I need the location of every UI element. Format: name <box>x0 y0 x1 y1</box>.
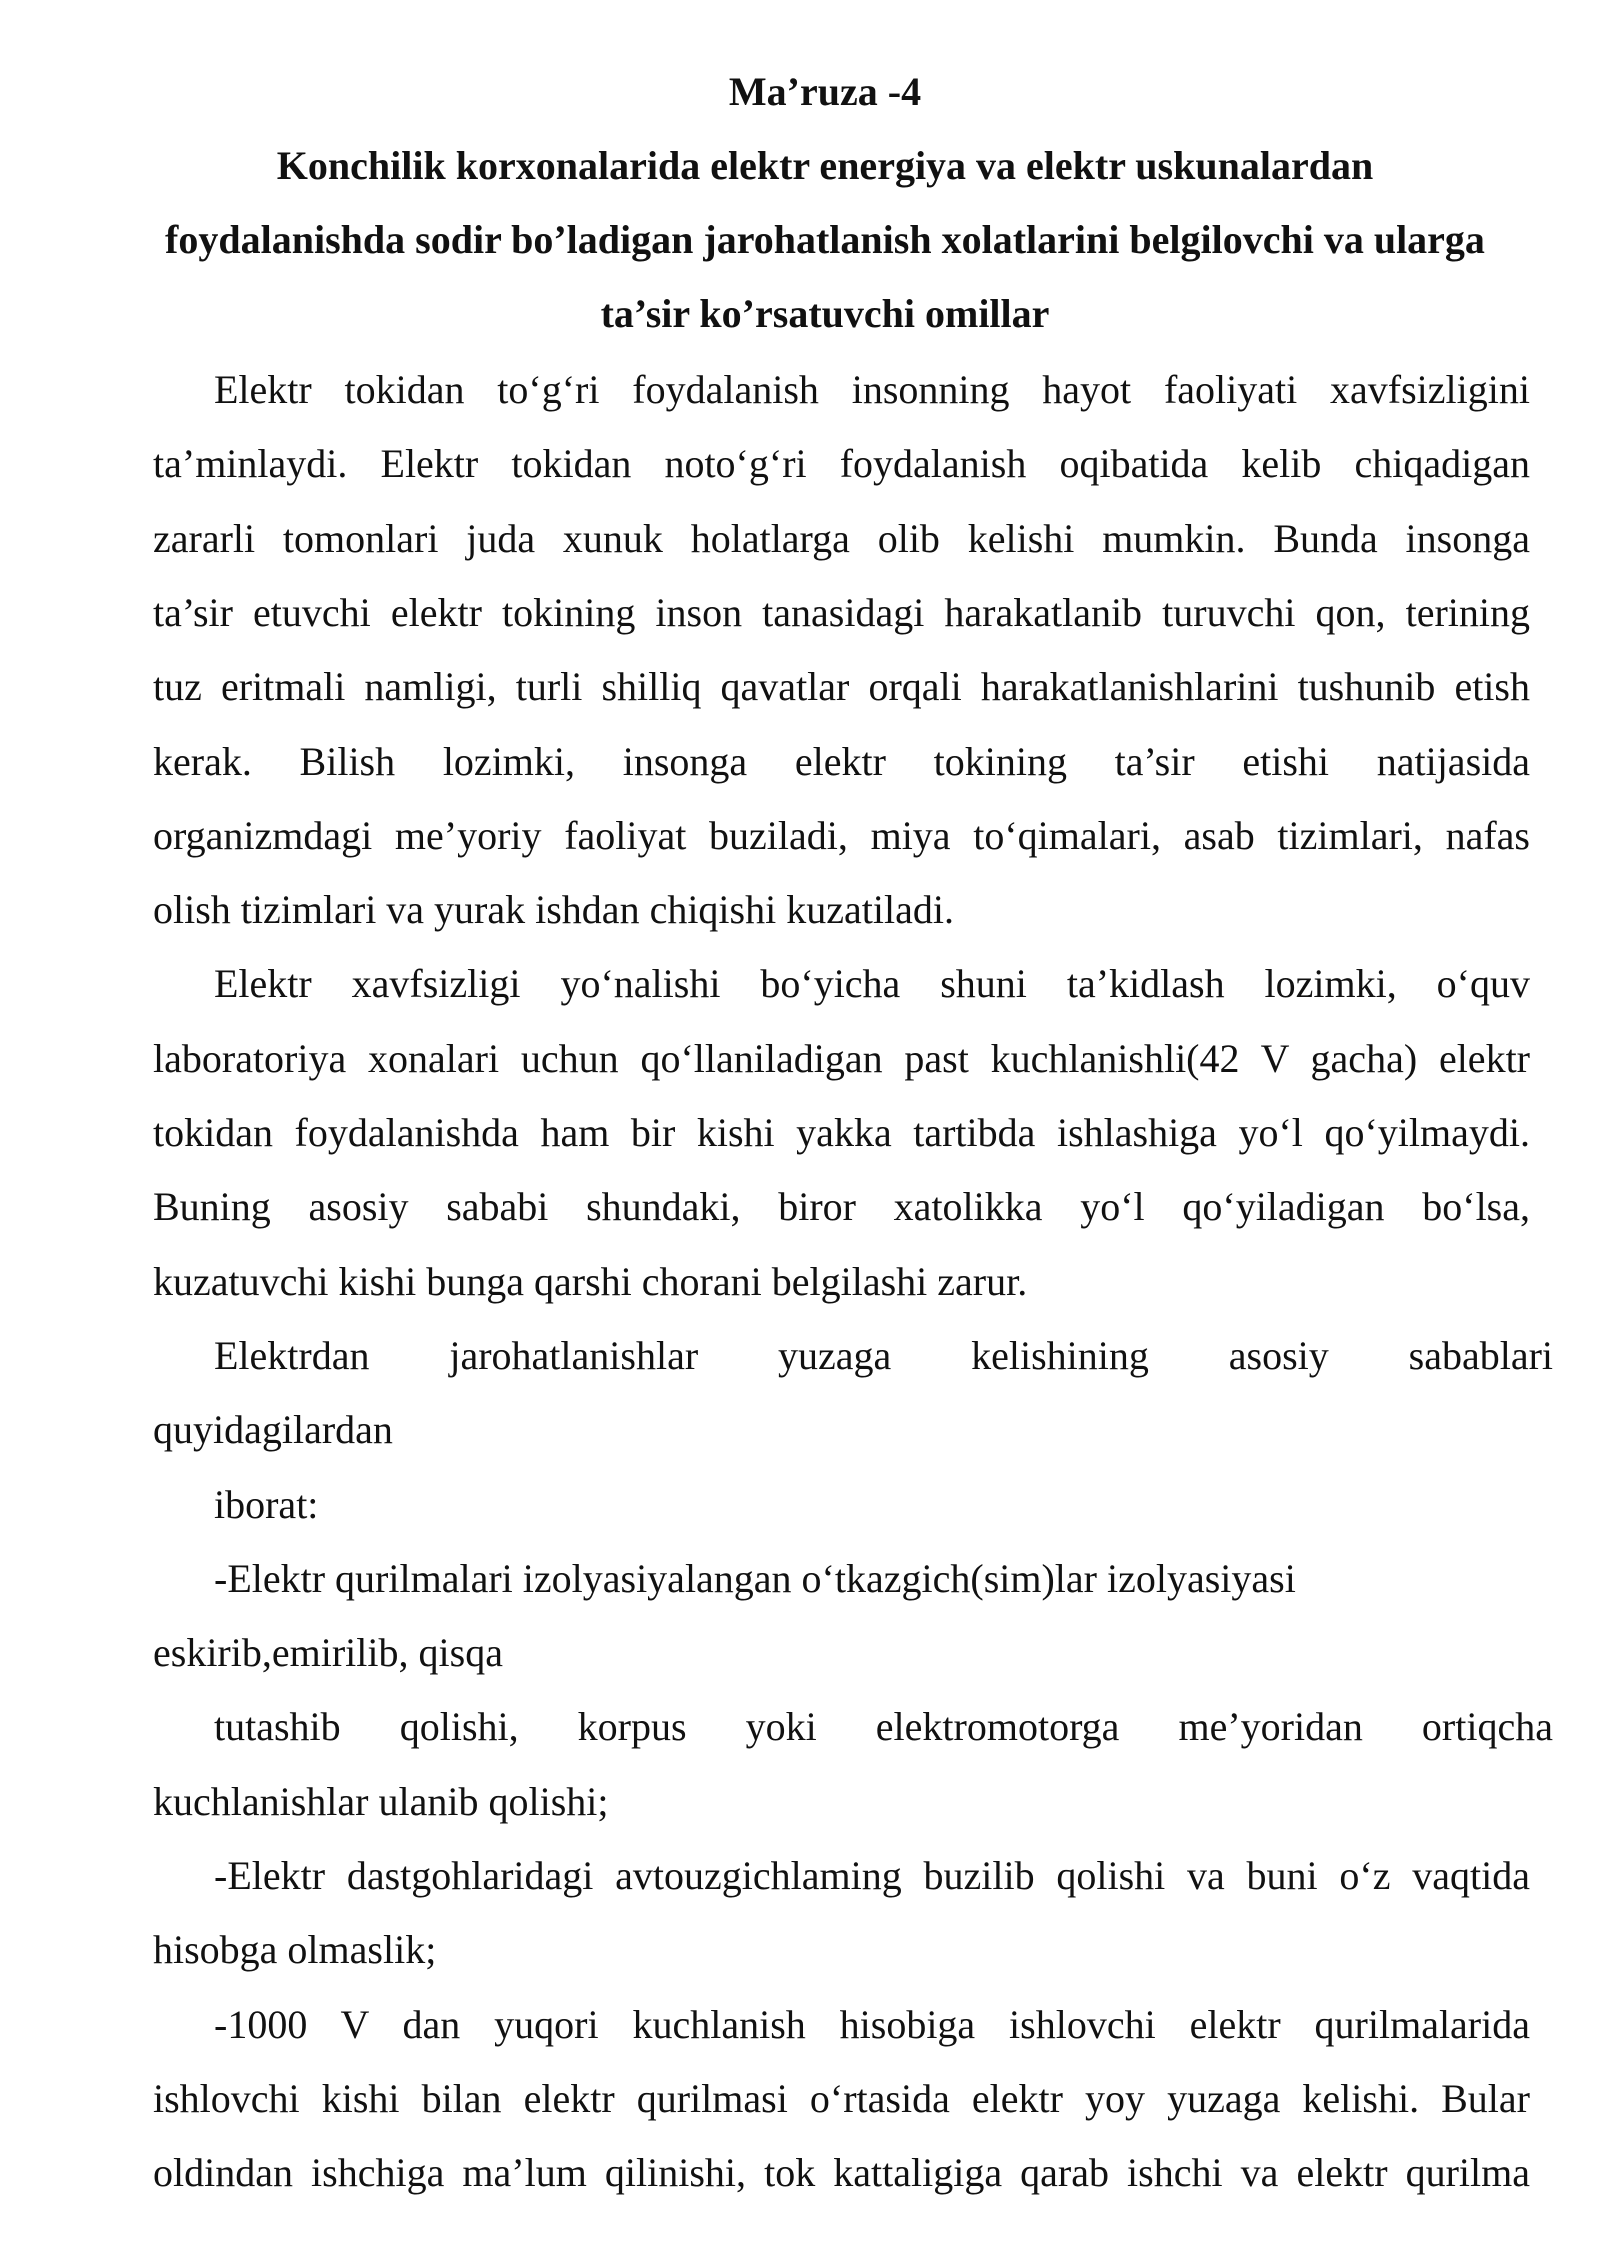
body-line: Elektr tokidan to‘g‘ri foydalanish insonning hayot faoliyati xavfsizligini <box>214 367 1530 412</box>
body-line: Elektrdan jarohatlanishlar yuzaga kelishining asosiy sabablari <box>214 1333 1553 1378</box>
body-line: tutashib qolishi, korpus yoki elektromotorga me’yoridan ortiqcha <box>214 1704 1553 1749</box>
body-line: -Elektr dastgohlaridagi avtouzgichlaming buzilib qolishi va buni o‘z vaqtida <box>214 1853 1530 1898</box>
body-line: eskirib,emirilib, qisqa <box>153 1630 503 1675</box>
body-line: kerak. Bilish lozimki, insonga elektr tokining ta’sir etishi natijasida <box>153 739 1530 784</box>
body-line: kuzatuvchi kishi bunga qarshi choranі belgilashi zarur. <box>153 1259 1028 1304</box>
body-line: kuchlanishlar ulanib qolishi; <box>153 1779 609 1824</box>
title-line: Konchilik korxonalarida elektr energiya va elektr uskunalardan <box>276 143 1374 188</box>
body-line: -1000 V dan yuqori kuchlanish hisobiga ishlovchi elektr qurilmalarida <box>214 2002 1530 2047</box>
body-line: oldindan ishchiga ma’lum qilinishi, tok kattaligiga qarab ishchi va elektr qurilma <box>153 2150 1530 2195</box>
body-line: olish tizimlari va yurak ishdan chiqishi kuzatiladi. <box>153 887 954 932</box>
body-line: ishlovchi kishi bilan elektr qurilmasi o‘rtasida elektr yoy yuzaga kelishi. Bular <box>153 2076 1530 2121</box>
body-line: hisobga olmaslik; <box>153 1927 437 1972</box>
body-line: -Elektr qurilmalari izolyasiyalangan o‘tkazgich(sim)lar izolyasiyasi <box>214 1556 1296 1601</box>
body-line: iborat: <box>214 1482 319 1527</box>
body-line: Buning asosiy sababi shundaki, biror xatolikka yo‘l qo‘yiladigan bo‘lsa, <box>153 1184 1530 1229</box>
body-line: zararli tomonlari juda xunuk holatlarga olib kelishi mumkin. Bunda insonga <box>153 516 1530 561</box>
lecture-label: Ma’ruza -4 <box>728 69 922 114</box>
title-line: ta’sir ko’rsatuvchi omillar <box>600 291 1050 336</box>
body-line: Elektr xavfsizligi yo‘nalishi bo‘yicha shuni ta’kidlash lozimki, o‘quv <box>214 961 1530 1006</box>
body-line: tokidan foydalanishda ham bir kishi yakka tartibda ishlashiga yo‘l qo‘yilmaydi. <box>153 1110 1530 1155</box>
body-line: ta’sir etuvchi elektr tokining inson tanasidagi harakatlanib turuvchi qon, terining <box>153 590 1530 635</box>
body-line: tuz eritmali namligi, turli shilliq qavatlar orqali harakatlanishlarini tushunib etish <box>153 664 1530 709</box>
body-line: organizmdagi me’yoriy faoliyat buziladi, miya to‘qimalari, asab tizimlari, nafas <box>153 813 1530 858</box>
title-line: foydalanishda sodir bo’ladigan jarohatlanish xolatlarini belgilovchi va ularga <box>165 217 1485 262</box>
body-line: ta’minlaydi. Elektr tokidan noto‘g‘ri foydalanish oqibatida kelib chiqadigan <box>153 441 1530 486</box>
body-line: quyidagilardan <box>153 1407 393 1452</box>
body-line: laboratoriya xonalari uchun qo‘llaniladigan past kuchlanishli(42 V gacha) elektr <box>153 1036 1530 1081</box>
